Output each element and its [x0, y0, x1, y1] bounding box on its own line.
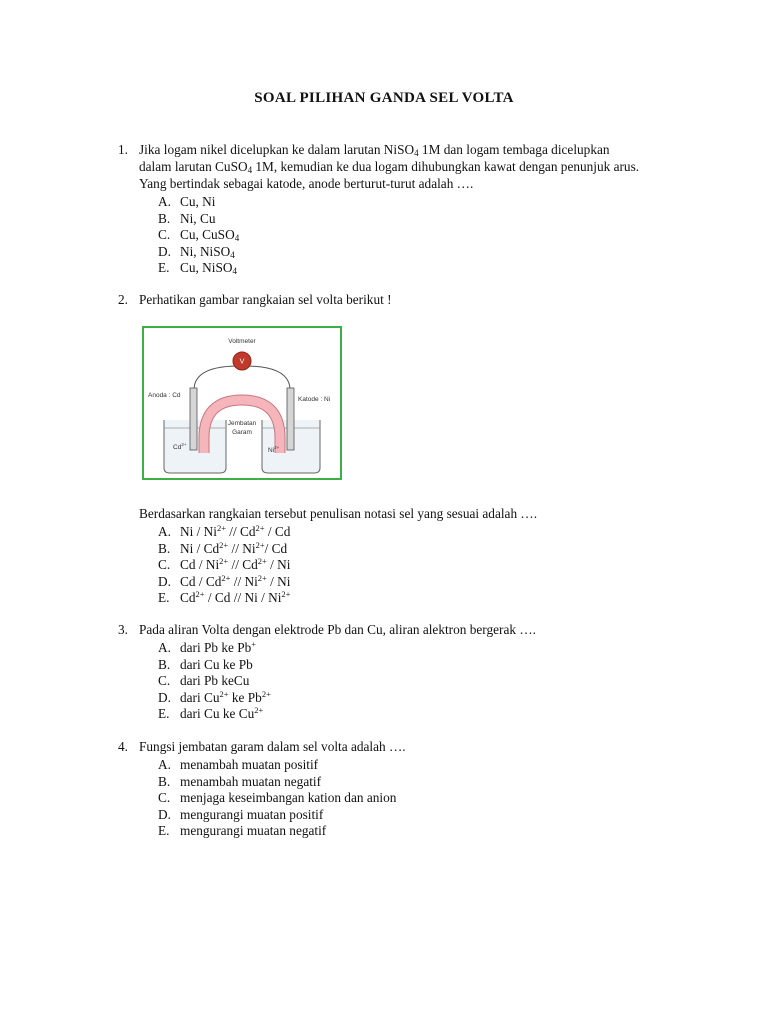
option-text: Cd / $Cd^{2+} // Ni^{2+}$ / Ni: [180, 572, 291, 589]
ion-charge: 2+: [181, 442, 187, 447]
question-number: 4.: [118, 739, 128, 754]
ion-symbol: Cd: [173, 444, 182, 451]
option-letter: C.: [158, 790, 171, 805]
option-a[interactable]: [158, 523, 678, 540]
option-e[interactable]: [158, 589, 678, 606]
option-letter: B.: [158, 210, 171, 226]
option-text: Cd / $Ni^{2+} // Cd^{2+}$ / Ni: [180, 556, 291, 572]
question-4: [118, 738, 678, 839]
option-letter: A.: [158, 194, 171, 209]
question-number: 3.: [118, 622, 128, 637]
option-letter: A.: [158, 524, 171, 539]
subscript: 4: [230, 249, 235, 260]
option-letter: D.: [158, 243, 171, 259]
option-a[interactable]: [158, 193, 678, 210]
option-b[interactable]: [158, 540, 678, 557]
answer-options: [158, 193, 678, 276]
option-text: Cu, CuSO: [180, 227, 235, 242]
option-text: mengurangi muatan positif: [180, 806, 324, 822]
voltmeter-symbol: V: [239, 358, 245, 366]
option-letter: E.: [158, 590, 170, 605]
option-letter: B.: [158, 540, 171, 556]
option-b[interactable]: [158, 773, 678, 790]
option-d[interactable]: [158, 806, 678, 823]
option-text: mengurangi muatan negatif: [180, 823, 327, 838]
option-b[interactable]: [158, 656, 678, 673]
option-c[interactable]: [158, 226, 678, 243]
voltmeter-label: Voltmeter: [228, 338, 256, 345]
question-number: 1.: [118, 142, 128, 157]
option-e[interactable]: [158, 259, 678, 276]
question-2-followup: [118, 505, 678, 606]
salt-bridge-label: Jembatan: [227, 420, 257, 427]
question-2: [118, 291, 678, 308]
question-text: Perhatikan gambar rangkaian sel volta berikut !: [139, 292, 392, 307]
ion-charge: 2+: [274, 445, 280, 450]
answer-options: [158, 639, 678, 722]
voltaic-cell-diagram: [142, 326, 342, 480]
option-letter: E.: [158, 823, 170, 838]
option-letter: B.: [158, 773, 171, 789]
question-1: [118, 141, 678, 276]
option-letter: E.: [158, 260, 170, 275]
option-d[interactable]: [158, 243, 678, 260]
subscript: 4: [414, 148, 419, 158]
question-text: Fungsi jembatan garam dalam sel volta adalah ….: [139, 739, 406, 754]
option-a[interactable]: [158, 756, 678, 773]
option-text: dari Cu ke $Cu^{2+}$: [180, 705, 264, 721]
option-e[interactable]: [158, 822, 678, 839]
answer-options: [158, 756, 678, 839]
option-d[interactable]: [158, 573, 678, 590]
option-letter: D.: [158, 689, 171, 705]
question-line: [139, 158, 678, 175]
option-letter: E.: [158, 706, 170, 721]
option-letter: D.: [158, 573, 171, 589]
option-text: $Cd^{2+}$ / Cd // Ni / $Ni^{2+}$: [180, 589, 291, 605]
wire-left: [194, 366, 239, 390]
option-c[interactable]: [158, 556, 678, 573]
anode-label: Anoda : Cd: [148, 392, 181, 399]
option-text: dari Cu ke Pb: [180, 656, 253, 672]
option-letter: C.: [158, 557, 171, 572]
option-e[interactable]: [158, 705, 678, 722]
option-text: Ni, Cu: [180, 210, 216, 226]
option-text: Cu, NiSO: [180, 260, 233, 275]
text-part: Jika logam nikel dicelupkan ke dalam larutan NiSO: [139, 142, 415, 157]
question-text: [139, 141, 678, 192]
option-letter: D.: [158, 806, 171, 822]
question-number: 2.: [118, 292, 128, 307]
anode-electrode: [190, 388, 197, 450]
option-c[interactable]: [158, 789, 678, 806]
option-text: dari Pb keCu: [180, 673, 250, 688]
question-3: [118, 621, 678, 722]
subscript: 4: [247, 165, 253, 175]
ion-symbol: Ni: [268, 447, 275, 454]
text-part: 1M dan logam tembaga dicelupkan: [418, 142, 610, 157]
option-d[interactable]: [158, 689, 678, 706]
question-line: Yang bertindak sebagai katode, anode berturut-turut adalah ….: [139, 176, 474, 191]
option-text: Ni / $Cd^{2+} // Ni^{2+}/$ Cd: [180, 539, 288, 556]
wire-right: [245, 366, 290, 390]
option-letter: B.: [158, 656, 171, 672]
option-letter: C.: [158, 227, 171, 242]
question-text: Pada aliran Volta dengan elektrode Pb dan Cu, aliran alektron bergerak ….: [139, 622, 536, 637]
page-title: SOAL PILIHAN GANDA SEL VOLTA: [254, 90, 514, 106]
salt-bridge-label: Garam: [232, 429, 252, 436]
option-letter: A.: [158, 640, 171, 655]
option-text: Ni, NiSO: [180, 243, 231, 259]
option-letter: A.: [158, 757, 171, 772]
option-text: menambah muatan positif: [180, 757, 319, 772]
subscript: 4: [232, 266, 237, 276]
option-letter: C.: [158, 673, 171, 688]
answer-options: [158, 523, 678, 606]
question-line: [139, 141, 678, 158]
option-text: dari Pb ke Pb+: [180, 639, 257, 655]
text-part: dalam larutan CuSO: [139, 159, 248, 174]
option-text: menjaga keseimbangan kation dan anion: [180, 790, 397, 805]
option-text: menambah muatan negatif: [180, 773, 322, 789]
option-c[interactable]: [158, 672, 678, 689]
cathode-label: Katode : Ni: [298, 396, 331, 403]
option-a[interactable]: [158, 639, 678, 656]
subscript: 4: [234, 233, 240, 243]
option-text: Cu, Ni: [180, 194, 216, 209]
option-text: Ni / $Ni^{2+} // Cd^{2+}$ / Cd: [180, 523, 291, 539]
question-text: Berdasarkan rangkaian tersebut penulisan notasi sel yang sesuai adalah ….: [139, 506, 538, 521]
text-part: 1M, kemudian ke dua logam dihubungkan kawat dengan penunjuk arus.: [252, 159, 640, 174]
cathode-electrode: [287, 388, 294, 450]
option-b[interactable]: [158, 210, 678, 227]
option-text: dari $Cu^{2+}$ ke $Pb^{2+}$: [180, 688, 271, 705]
